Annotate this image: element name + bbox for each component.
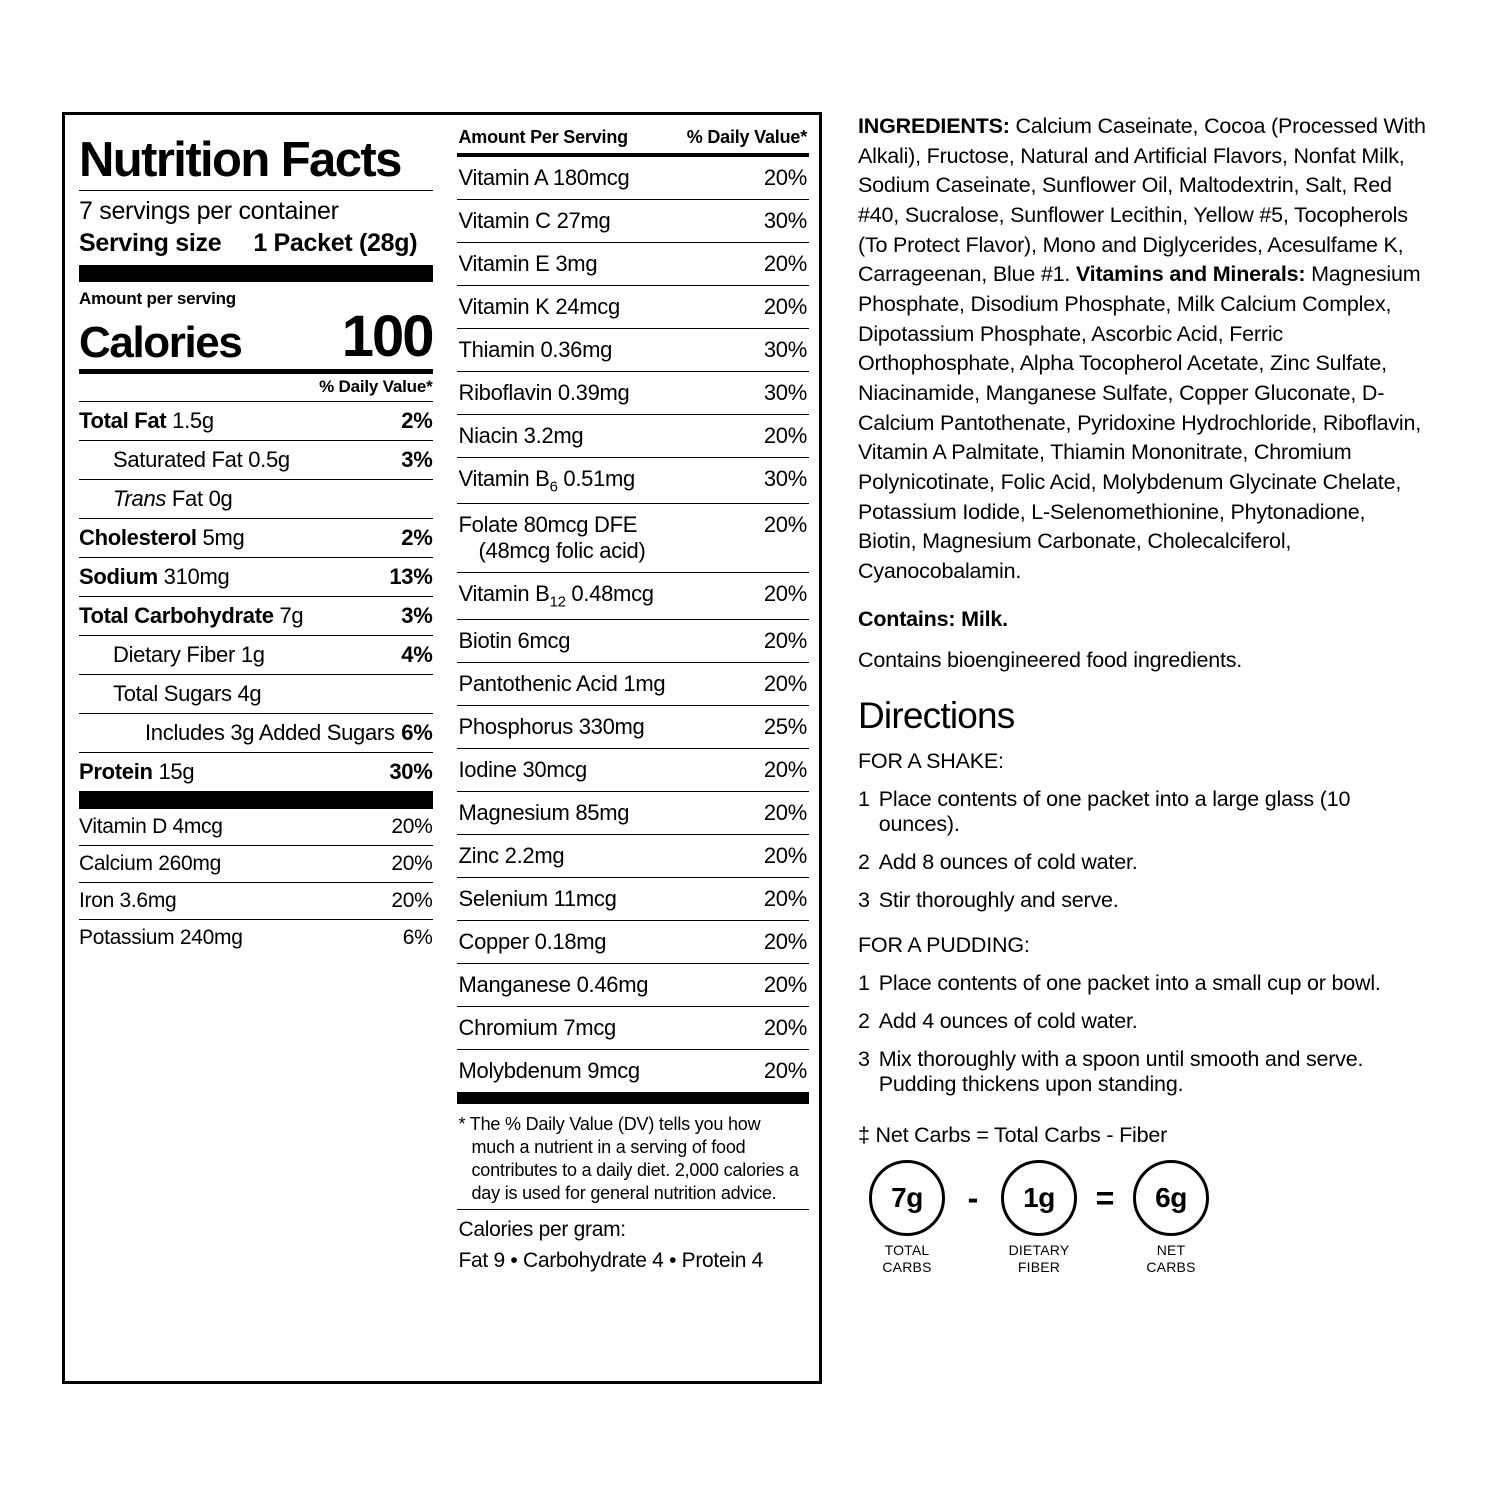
ingredients-directions-column <box>858 112 1428 1277</box>
vitamin-row <box>457 458 810 503</box>
nutrition-facts-panel <box>62 112 822 1384</box>
nutrient-name: Trans Fat 0g <box>113 485 233 511</box>
ingredients-heading: INGREDIENTS: <box>858 114 1010 138</box>
net-carb-operator: = <box>1095 1179 1115 1216</box>
vitamin-name: Folate 80mcg DFE (48mcg folic acid) <box>458 512 646 564</box>
shake-step-number: 1 <box>858 786 870 811</box>
vitamin-name: Manganese 0.46mg <box>458 971 649 997</box>
vitamin-row <box>457 792 810 834</box>
nutrient-row <box>79 558 433 596</box>
net-carb-badge <box>996 1160 1082 1277</box>
nutrient-daily-value: 13% <box>389 563 433 589</box>
amount-per-serving-label: Amount per serving <box>79 289 236 309</box>
nutrient-daily-value: 3% <box>401 602 433 628</box>
nutrient-row <box>79 480 433 518</box>
vitamin-row <box>457 286 810 328</box>
nutrient-name: Total Fat 1.5g <box>79 407 214 433</box>
vitamin-row <box>457 1050 810 1092</box>
shake-step-number: 3 <box>858 887 870 912</box>
vitamin-daily-value: 30% <box>763 466 807 491</box>
nutrient-name: Dietary Fiber 1g <box>113 641 265 667</box>
nutrient-row <box>79 753 433 791</box>
ingredients-body: Calcium Caseinate, Cocoa (Processed With Alkali), Fructose, Natural and Artificial Flavors, Nonfat Milk, Sodium Caseinate, Sunflower Oil, Maltodextrin, Salt, Red #40, Sucralose, Sunflower Lecithin, Yellow #5, Tocopherols (To Protect Flavor), Mono and Diglycerides, Acesulfame K, Carrageenan, Blue #1. <box>858 114 1426 287</box>
micronutrient-row <box>79 846 433 882</box>
vitamin-name: Phosphorus 330mg <box>458 713 645 739</box>
shake-step-text: Stir thoroughly and serve. <box>878 887 1119 912</box>
shake-step-text: Add 8 ounces of cold water. <box>878 849 1138 874</box>
vitamin-row <box>457 749 810 791</box>
shake-step-text: Place contents of one packet into a large glass (10 ounces). <box>878 786 1351 836</box>
daily-value-header: % Daily Value* <box>319 376 433 396</box>
net-carb-badge-value: 6g <box>1133 1160 1209 1236</box>
vitamin-daily-value: 20% <box>763 627 807 653</box>
vitamin-daily-value: 20% <box>763 512 807 538</box>
nutrient-name: Total Carbohydrate 7g <box>79 602 304 628</box>
vitamin-row <box>457 372 810 414</box>
net-carb-badge-label: NET CARBS <box>1146 1241 1196 1275</box>
vitamin-name: Vitamin K 24mcg <box>458 294 620 319</box>
vitamin-daily-value: 20% <box>763 165 807 190</box>
nutrient-row <box>79 714 433 752</box>
vitamin-name: Riboflavin 0.39mg <box>458 380 630 405</box>
vitamin-daily-value: 20% <box>763 1057 807 1083</box>
vitamin-name: Magnesium 85mg <box>458 799 630 825</box>
vitamin-daily-value: 20% <box>763 1014 807 1040</box>
vitamin-daily-value: 20% <box>763 885 807 911</box>
net-carb-badge <box>1128 1160 1214 1277</box>
pudding-step-number: 2 <box>858 1008 870 1033</box>
vitamin-daily-value: 30% <box>763 337 807 362</box>
shake-step <box>858 787 1428 837</box>
net-carbs-badges <box>864 1160 1428 1277</box>
micronutrient-row <box>79 809 433 845</box>
vitamin-name: Zinc 2.2mg <box>458 842 565 868</box>
vitamin-row <box>457 706 810 748</box>
calories-per-gram-values: Fat 9 • Carbohydrate 4 • Protein 4 <box>458 1248 764 1272</box>
vitamin-name: Vitamin E 3mg <box>458 251 598 276</box>
micronutrient-daily-value: 20% <box>391 888 433 912</box>
nutrition-facts-title: Nutrition Facts <box>79 133 401 187</box>
vitamin-row <box>457 329 810 371</box>
micronutrient-row <box>79 920 433 956</box>
vitamin-daily-value: 20% <box>763 971 807 997</box>
directions-pudding-steps <box>858 971 1428 1097</box>
nutrient-daily-value: 3% <box>401 446 433 472</box>
vitamin-row <box>457 415 810 457</box>
shake-step <box>858 850 1428 875</box>
vitamin-name-secondary: (48mcg folic acid) <box>478 538 646 564</box>
pudding-step-text: Place contents of one packet into a small cup or bowl. <box>878 970 1381 995</box>
vitamin-row <box>457 964 810 1006</box>
net-carb-badge-value: 1g <box>1001 1160 1077 1236</box>
vitamin-daily-value: 25% <box>763 713 807 739</box>
vitamin-daily-value: 20% <box>763 423 807 448</box>
micronutrient-daily-value: 20% <box>391 814 433 838</box>
daily-value-footnote: * The % Daily Value (DV) tells you how much a nutrient in a serving of food contributes to a daily diet. 2,000 calories a day is used for general nutrition advice. <box>458 1113 799 1203</box>
vitamin-row <box>457 921 810 963</box>
calories-value: 100 <box>341 304 433 370</box>
directions-title: Directions <box>858 694 1015 736</box>
nutrient-daily-value: 30% <box>389 758 433 784</box>
micronutrient-name: Iron 3.6mg <box>79 888 177 912</box>
serving-size-label: Serving size <box>79 229 222 258</box>
vitamin-name: Vitamin A 180mcg <box>458 165 630 190</box>
nutrient-row <box>79 597 433 635</box>
pudding-step <box>858 1047 1428 1097</box>
net-carb-badge-value: 7g <box>869 1160 945 1236</box>
bioengineered-statement: Contains bioengineered food ingredients. <box>858 647 1243 672</box>
vitamin-name: Niacin 3.2mg <box>458 423 584 448</box>
calories-label: Calories <box>79 317 242 367</box>
nutrient-row <box>79 402 433 440</box>
net-carb-badge <box>864 1160 950 1277</box>
vitamin-row <box>457 1007 810 1049</box>
vitamin-daily-value: 20% <box>763 799 807 825</box>
right-table-header <box>457 121 810 153</box>
vitamin-row <box>457 663 810 705</box>
ingredients-paragraph <box>858 112 1428 587</box>
contains-allergen-statement: Contains: Milk. <box>858 606 1008 631</box>
vitamins-minerals-heading: Vitamins and Minerals: <box>1075 262 1306 287</box>
pudding-step-number: 1 <box>858 970 870 995</box>
net-carb-badge-label: TOTAL CARBS <box>882 1241 932 1275</box>
servings-per-container: 7 servings per container <box>79 197 339 226</box>
serving-size-value: 1 Packet (28g) <box>253 229 418 258</box>
nutrient-daily-value: 4% <box>401 641 433 667</box>
nutrient-name: Protein 15g <box>79 758 195 784</box>
nutrient-name: Cholesterol 5mg <box>79 524 245 550</box>
vitamin-name: Copper 0.18mg <box>458 928 607 954</box>
nutrient-row <box>79 441 433 479</box>
serving-size-row <box>79 228 433 265</box>
vitamin-row <box>457 620 810 662</box>
nutrition-facts-left-column <box>65 115 447 1381</box>
micronutrient-daily-value: 6% <box>402 925 433 949</box>
vitamin-daily-value: 20% <box>763 294 807 319</box>
vitamin-name: Chromium 7mcg <box>458 1014 616 1040</box>
vitamin-name: Molybdenum 9mcg <box>458 1057 640 1083</box>
vitamin-name: Selenium 11mcg <box>458 885 617 911</box>
vitamin-name: Biotin 6mcg <box>458 627 571 653</box>
pudding-step-text: Add 4 ounces of cold water. <box>878 1008 1138 1033</box>
vitamin-daily-value: 20% <box>763 928 807 954</box>
nutrient-name: Includes 3g Added Sugars <box>145 719 395 745</box>
vitamin-daily-value: 30% <box>763 380 807 405</box>
vitamin-daily-value: 20% <box>763 670 807 696</box>
net-carb-badge-label: DIETARY FIBER <box>1008 1241 1070 1275</box>
nutrient-daily-value: 2% <box>401 524 433 550</box>
net-carb-operator: - <box>967 1179 979 1216</box>
nutrient-rows <box>79 402 433 792</box>
nutrient-name: Sodium 310mg <box>79 563 230 589</box>
vitamin-row <box>457 243 810 285</box>
vitamins-minerals-body: Magnesium Phosphate, Disodium Phosphate, Milk Calcium Complex, Dipotassium Phosphate, Ascorbic Acid, Ferric Orthophosphate, Alpha Tocopherol Acetate, Zinc Sulfate, Niacinamide, Manganese Sulfate, Copper Gluconate, D-Calcium Pantothenate, Pyridoxine Hydrochloride, Riboflavin, Vitamin A Palmitate, Thiamin Mononitrate, Chromium Polynicotinate, Folic Acid, Molybdenum Glycinate Chelate, Potassium Iodide, L-Selenomethionine, Phytonadione, Biotin, Magnesium Carbonate, Cholecalciferol, Cyanocobalamin. <box>858 262 1422 583</box>
nutrient-name: Saturated Fat 0.5g <box>113 446 290 472</box>
vitamin-name: Iodine 30mcg <box>458 756 587 782</box>
directions-pudding-heading: FOR A PUDDING: <box>858 932 1030 957</box>
nutrient-row <box>79 675 433 713</box>
nutrition-facts-right-column <box>447 115 820 1381</box>
pudding-step <box>858 971 1428 996</box>
micronutrient-name: Calcium 260mg <box>79 851 221 875</box>
nutrient-row <box>79 519 433 557</box>
pudding-step <box>858 1009 1428 1034</box>
pudding-step-number: 3 <box>858 1046 870 1071</box>
vitamin-name: Vitamin $B_{12}$ 0.48mcg <box>458 581 654 611</box>
right-table-header-dv: % Daily Value* <box>686 127 807 147</box>
vitamin-row <box>457 835 810 877</box>
shake-step-number: 2 <box>858 849 870 874</box>
calories-row <box>79 304 433 370</box>
micronutrient-daily-value: 20% <box>391 851 433 875</box>
micronutrient-row <box>79 883 433 919</box>
pudding-step-text: Mix thoroughly with a spoon until smooth and serve. Pudding thickens upon standing. <box>878 1046 1364 1096</box>
micronutrient-rows <box>79 809 433 956</box>
nutrient-daily-value: 6% <box>401 719 433 745</box>
vitamin-row <box>457 157 810 199</box>
vitamin-daily-value: 20% <box>763 251 807 276</box>
vitamin-mineral-rows <box>457 157 810 1093</box>
micronutrient-name: Potassium 240mg <box>79 925 243 949</box>
shake-step <box>858 888 1428 913</box>
vitamin-daily-value: 20% <box>763 581 807 607</box>
net-carbs-note: ‡ Net Carbs = Total Carbs - Fiber <box>858 1122 1168 1147</box>
vitamin-name: Pantothenic Acid 1mg <box>458 670 666 696</box>
nutrient-name: Total Sugars 4g <box>113 680 262 706</box>
vitamin-daily-value: 20% <box>763 842 807 868</box>
nutrient-row <box>79 636 433 674</box>
vitamin-row <box>457 200 810 242</box>
vitamin-row <box>457 573 810 618</box>
right-table-header-amount: Amount Per Serving <box>458 127 628 147</box>
vitamin-name: Vitamin $B_6$ 0.51mg <box>458 466 635 496</box>
vitamin-daily-value: 20% <box>763 756 807 782</box>
directions-shake-heading: FOR A SHAKE: <box>858 748 1004 773</box>
nutrient-daily-value: 2% <box>401 407 433 433</box>
micronutrient-name: Vitamin D 4mcg <box>79 814 223 838</box>
calories-per-gram-label: Calories per gram: <box>458 1217 626 1241</box>
vitamin-name: Vitamin C 27mg <box>458 208 611 233</box>
vitamin-daily-value: 30% <box>763 208 807 233</box>
vitamin-name: Thiamin 0.36mg <box>458 337 613 362</box>
vitamin-row <box>457 504 810 572</box>
vitamin-row <box>457 878 810 920</box>
directions-shake-steps <box>858 787 1428 913</box>
